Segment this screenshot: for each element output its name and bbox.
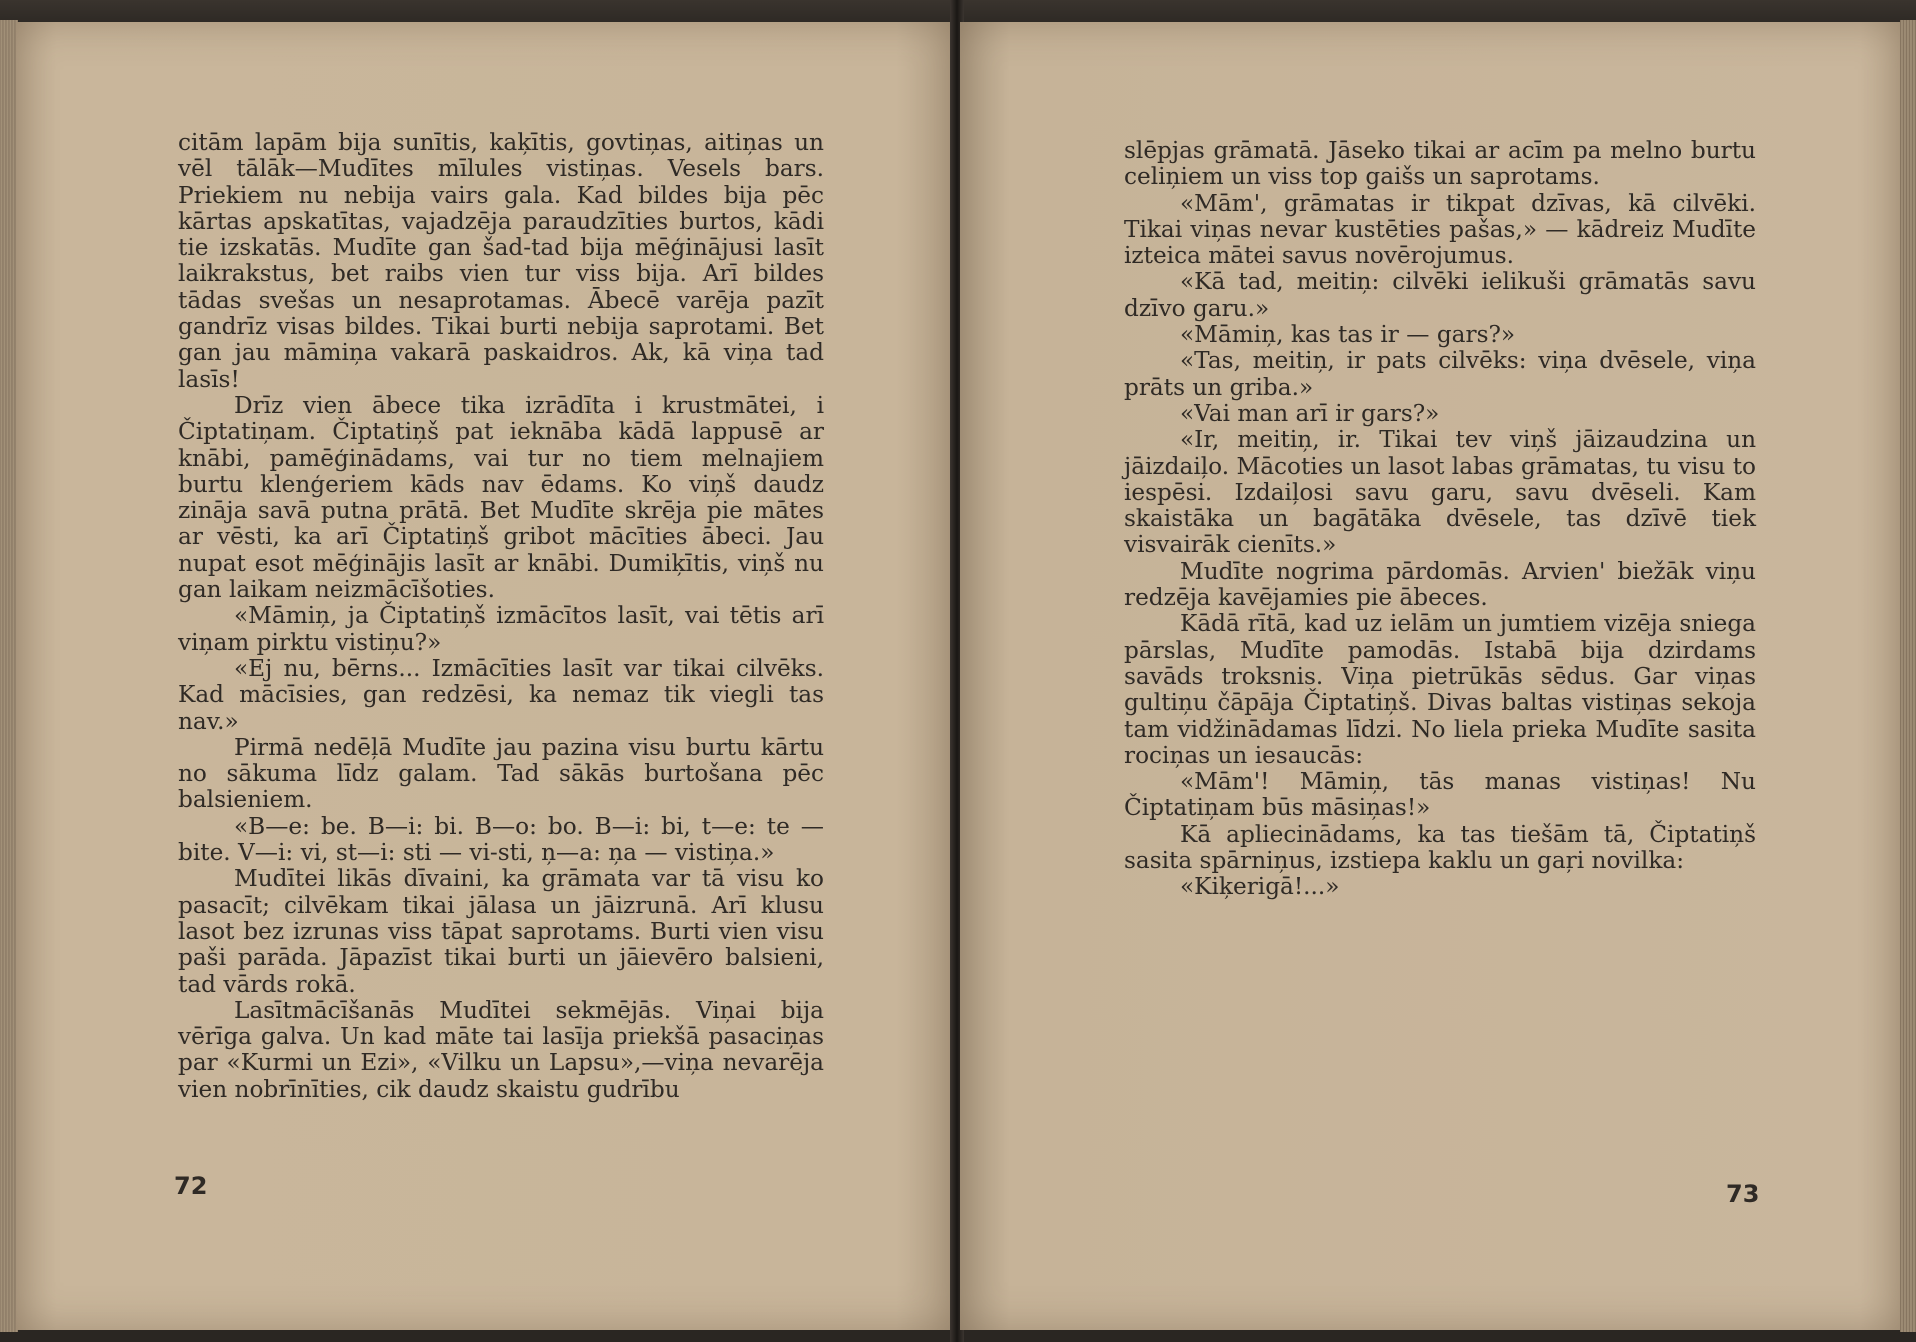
page-number-right: 73 [1726,1180,1760,1208]
paragraph: Drīz vien ābece tika izrādīta i krustmātei, i Čiptatiņam. Čiptatiņš pat ieknāba kādā lappusē ar knābi, pamēģinādams, vai tur no tiem melnajiem burtu klenģeriem kāds nav ēdams. Ko viņš daudz zināja savā putna prātā. Bet Mudīte skrēja pie mātes ar vēsti, ka arī Čiptatiņš gribot mācīties ābeci. Jau nupat esot mēģinājis lasīt ar knābi. Dumiķītis, viņš nu gan laikam neizmācīšoties. [178,391,824,604]
paragraph: «Mām', grāmatas ir tikpat dzīvas, kā cilvēki. Tikai viņas nevar kustēties pašas,» — kādreiz Mudīte izteica mātei savus novērojumus. [1124,189,1756,270]
paragraph: «Mām'! Māmiņ, tās manas vistiņas! Nu Čiptatiņam būs māsiņas!» [1124,768,1756,822]
paragraph: citām lapām bija sunītis, kaķītis, govtiņas, aitiņas un vēl tālāk—Mudītes mīlules vistiņas. Vesels bars. Priekiem nu nebija vairs gala. Kad bildes bija pēc kārtas apskatītas, vajadzēja paraudzīties burtos, kādi tie izskatās. Mudīte gan šad-tad bija mēģinājusi lasīt laikrakstus, bet raibs vien tur viss bija. Arī bildes tādas svešas un nesaprotamas. Ābecē varēja pazīt gandrīz visas bildes. Tikai burti nebija saprotami. Bet gan jau māmiņa vakarā paskaidros. Ak, kā viņa tad lasīs! [178,129,824,393]
paragraph: «Māmiņ, ja Čiptatiņš izmācītos lasīt, vai tētis arī viņam pirktu vistiņu?» [178,602,824,656]
paragraph: «Māmiņ, kas tas ir — gars?» [1180,321,1516,349]
paragraph: Pirmā nedēļā Mudīte jau pazina visu burtu kārtu no sākuma līdz galam. Tad sākās burtošana pēc balsieniem. [178,733,824,814]
paragraph: Mudīte nogrima pārdomās. Arvien' biežāk viņu redzēja kavējamies pie ābeces. [1124,557,1756,612]
page-edges-right [1900,20,1916,1332]
right-page [960,22,1902,1330]
paragraph: Lasītmācīšanās Mudītei sekmējās. Viņai bija vērīga galva. Un kad māte tai lasīja priekšā pasaciņas par «Kurmi un Ezi», «Vilku un Lapsu»,—viņa nevarēja vien nobrīnīties, cik daudz skaistu gudrību [178,996,824,1103]
paragraph: Mudītei likās dīvaini, ka grāmata var tā visu ko pasacīt; cilvēkam tikai jālasa un jāizrunā. Arī klusu lasot bez izrunas viss tāpat saprotams. Burti vien visu paši parāda. Jāpazīst tikai burti un jāievēro balsieni, tad vārds rokā. [178,865,824,998]
left-page [16,22,954,1330]
page-number-left: 72 [174,1172,208,1200]
paragraph: «Ir, meitiņ, ir. Tikai tev viņš jāizaudzina un jāizdaiļo. Mācoties un lasot labas grāmatas, tu visu to iespēsi. Izdaiļosi savu garu, savu dvēseli. Kam skaistāka un bagātāka dvēsele, tas dzīvē tiek visvairāk cienīts.» [1124,426,1756,559]
paragraph: «Vai man arī ir gars?» [1180,399,1440,427]
paragraph: Kādā rītā, kad uz ielām un jumtiem vizēja sniega pārslas, Mudīte pamodās. Istabā bija dzirdams savāds troksnis. Viņa pietrūkās sēdus. Gar viņas gultiņu čāpāja Čiptatiņš. Divas baltas vistiņas sekoja tam vidžinādamas līdzi. No liela prieka Mudīte sasita rociņas un iesaucās: [1124,610,1756,769]
paragraph: «Kā tad, meitiņ: cilvēki ielikuši grāmatās savu dzīvo garu.» [1124,268,1756,322]
right-page-text [1124,138,1756,901]
paragraph: «Tas, meitiņ, ir pats cilvēks: viņa dvēsele, viņa prāts un griba.» [1124,347,1756,401]
paragraph: Kā apliecinādams, ka tas tiešām tā, Čiptatiņš sasita spārniņus, izstiepa kaklu un gaŗi novilka: [1124,820,1756,875]
paragraph: «B—e: be. B—i: bi. B—o: bo. B—i: bi, t—e: te — bite. V—i: vi, st—i: sti — vi-sti, ņ—a: ņa — vistiņa.» [178,812,824,867]
paragraph: «Kiķerigā!...» [1180,873,1340,901]
left-page-text [178,130,824,1103]
paragraph: slēpjas grāmatā. Jāseko tikai ar acīm pa melno burtu celiņiem un viss top gaišs un saprotams. [1124,137,1756,191]
paragraph: «Ej nu, bērns... Izmācīties lasīt var tikai cilvēks. Kad mācīsies, gan redzēsi, ka nemaz tik viegli tas nav.» [178,654,824,735]
